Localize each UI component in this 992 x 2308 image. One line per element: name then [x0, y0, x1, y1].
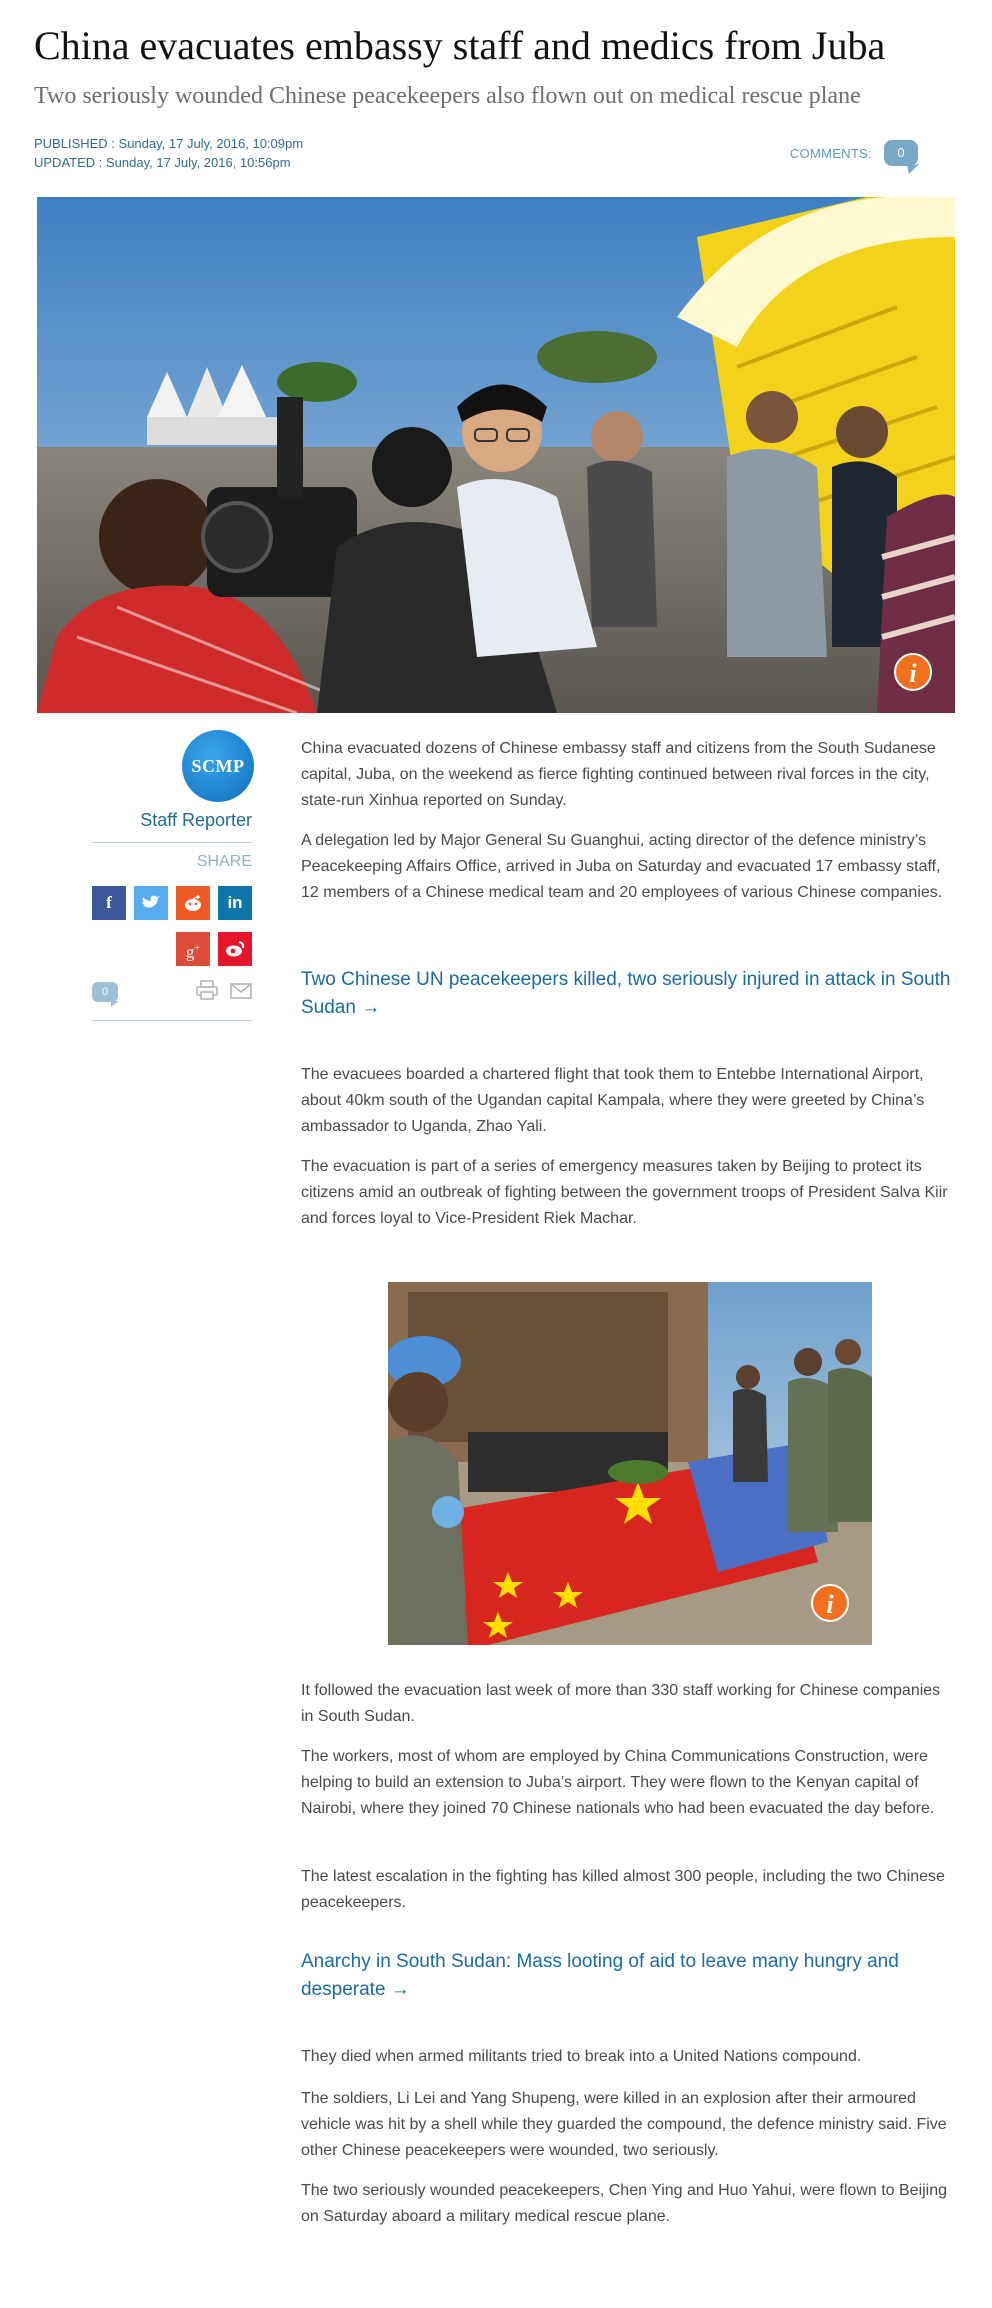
paragraph: The evacuees boarded a chartered flight that took them to Entebbe International Airport, about 40km south of the Ugandan capital Kampala, where they were greeted by China’s ambassador to Uganda, Zhao Yali. [301, 1066, 925, 1135]
paragraph: They died when armed militants tried to break into a United Nations compound. [301, 2048, 862, 2065]
comments-link[interactable] [790, 140, 918, 166]
coffin-photo-illustration [388, 1282, 872, 1645]
paragraph: It followed the evacuation last week of more than 330 staff working for Chinese companies in South Sudan. [301, 1682, 941, 1725]
article-body-section-3 [301, 1062, 956, 1140]
comment-count-bubble[interactable]: 0 [92, 982, 118, 1002]
published-date: PUBLISHED : Sunday, 17 July, 2016, 10:09pm [34, 136, 304, 151]
author-link[interactable]: Staff Reporter [140, 810, 252, 830]
google-plus-icon[interactable]: g+ [176, 932, 210, 966]
scmp-logo: SCMP [182, 730, 254, 802]
hero-photo-info-icon[interactable]: i [894, 653, 932, 691]
related-article-2 [301, 1948, 956, 2004]
related-article-link[interactable]: Two Chinese UN peacekeepers killed, two seriously injured in attack in South Sudan → [301, 969, 951, 1018]
hero-photo-illustration [37, 197, 955, 713]
article-body-section-8 [301, 2044, 956, 2070]
article-body-section-7 [301, 1864, 956, 1916]
reddit-icon[interactable] [176, 886, 210, 920]
divider [92, 1020, 252, 1021]
print-icon[interactable] [196, 980, 218, 1000]
subheadline: Two seriously wounded Chinese peacekeepers also flown out on medical rescue plane [34, 83, 861, 109]
paragraph: The evacuation is part of a series of emergency measures taken by Beijing to protect its citizens amid an outbreak of fighting between the government troops of President Salva Kiir and forces loyal to Vice-President Riek Machar. [301, 1158, 948, 1227]
article-body-section-6 [301, 1744, 956, 1822]
article-body-section-10 [301, 2178, 956, 2230]
article-dates [34, 134, 303, 172]
twitter-icon[interactable] [134, 886, 168, 920]
hero-photo [37, 197, 955, 713]
article-body-section-9 [301, 2086, 956, 2164]
paragraph: The soldiers, Li Lei and Yang Shupeng, were killed in an explosion after their armoured vehicle was hit by a shell while they guarded the compound, the defence ministry said. Five other Chinese peacekeepers were wounded, two seriously. [301, 2090, 947, 2159]
article-body-section-2 [301, 828, 956, 906]
related-article-1 [301, 966, 956, 1022]
article-body-section-4 [301, 1154, 956, 1232]
weibo-icon[interactable] [218, 932, 252, 966]
paragraph: The workers, most of whom are employed by China Communications Construction, were helping to build an extension to Juba’s airport. They were flown to the Kenyan capital of Nairobi, where they joined 70 Chinese nationals who had been evacuated the day before. [301, 1748, 935, 1817]
reddit-alien-icon [182, 894, 204, 912]
byline-sidebar [92, 730, 252, 1030]
coffin-photo-info-icon[interactable]: i [811, 1584, 849, 1622]
comments-count-bubble[interactable]: 0 [884, 140, 918, 166]
facebook-icon[interactable]: f [92, 886, 126, 920]
weibo-eye-icon [224, 940, 246, 958]
paragraph: The latest escalation in the fighting has killed almost 300 people, including the two Chinese peacekeepers. [301, 1868, 945, 1911]
paragraph: China evacuated dozens of Chinese embassy staff and citizens from the South Sudanese capital, Juba, on the weekend as fierce fighting continued between rival forces in the city, state-run Xinhua reported on Sunday. [301, 740, 936, 809]
coffin-photo [388, 1282, 872, 1645]
comments-label: COMMENTS: [789, 145, 872, 161]
article-body-section-1 [301, 736, 956, 814]
linkedin-icon[interactable]: in [218, 886, 252, 920]
updated-date: UPDATED : Sunday, 17 July, 2016, 10:56pm [34, 155, 291, 170]
email-icon[interactable] [230, 982, 252, 1000]
headline: China evacuates embassy staff and medics from Juba [34, 23, 886, 68]
twitter-bird-icon [141, 895, 161, 911]
paragraph: A delegation led by Major General Su Guanghui, acting director of the defence ministry’s Peacekeeping Affairs Office, arrived in Juba on Saturday and evacuated 17 embassy staff, 12 members of a Chinese medical team and 20 employees of various Chinese companies. [301, 832, 943, 901]
related-article-link[interactable]: Anarchy in South Sudan: Mass looting of aid to leave many hungry and desperate → [301, 1951, 899, 2000]
article-body-section-5 [301, 1678, 956, 1730]
paragraph: The two seriously wounded peacekeepers, Chen Ying and Huo Yahui, were flown to Beijing on Saturday aboard a military medical rescue plane. [301, 2182, 948, 2225]
share-label: SHARE [196, 853, 252, 870]
divider [92, 842, 252, 843]
